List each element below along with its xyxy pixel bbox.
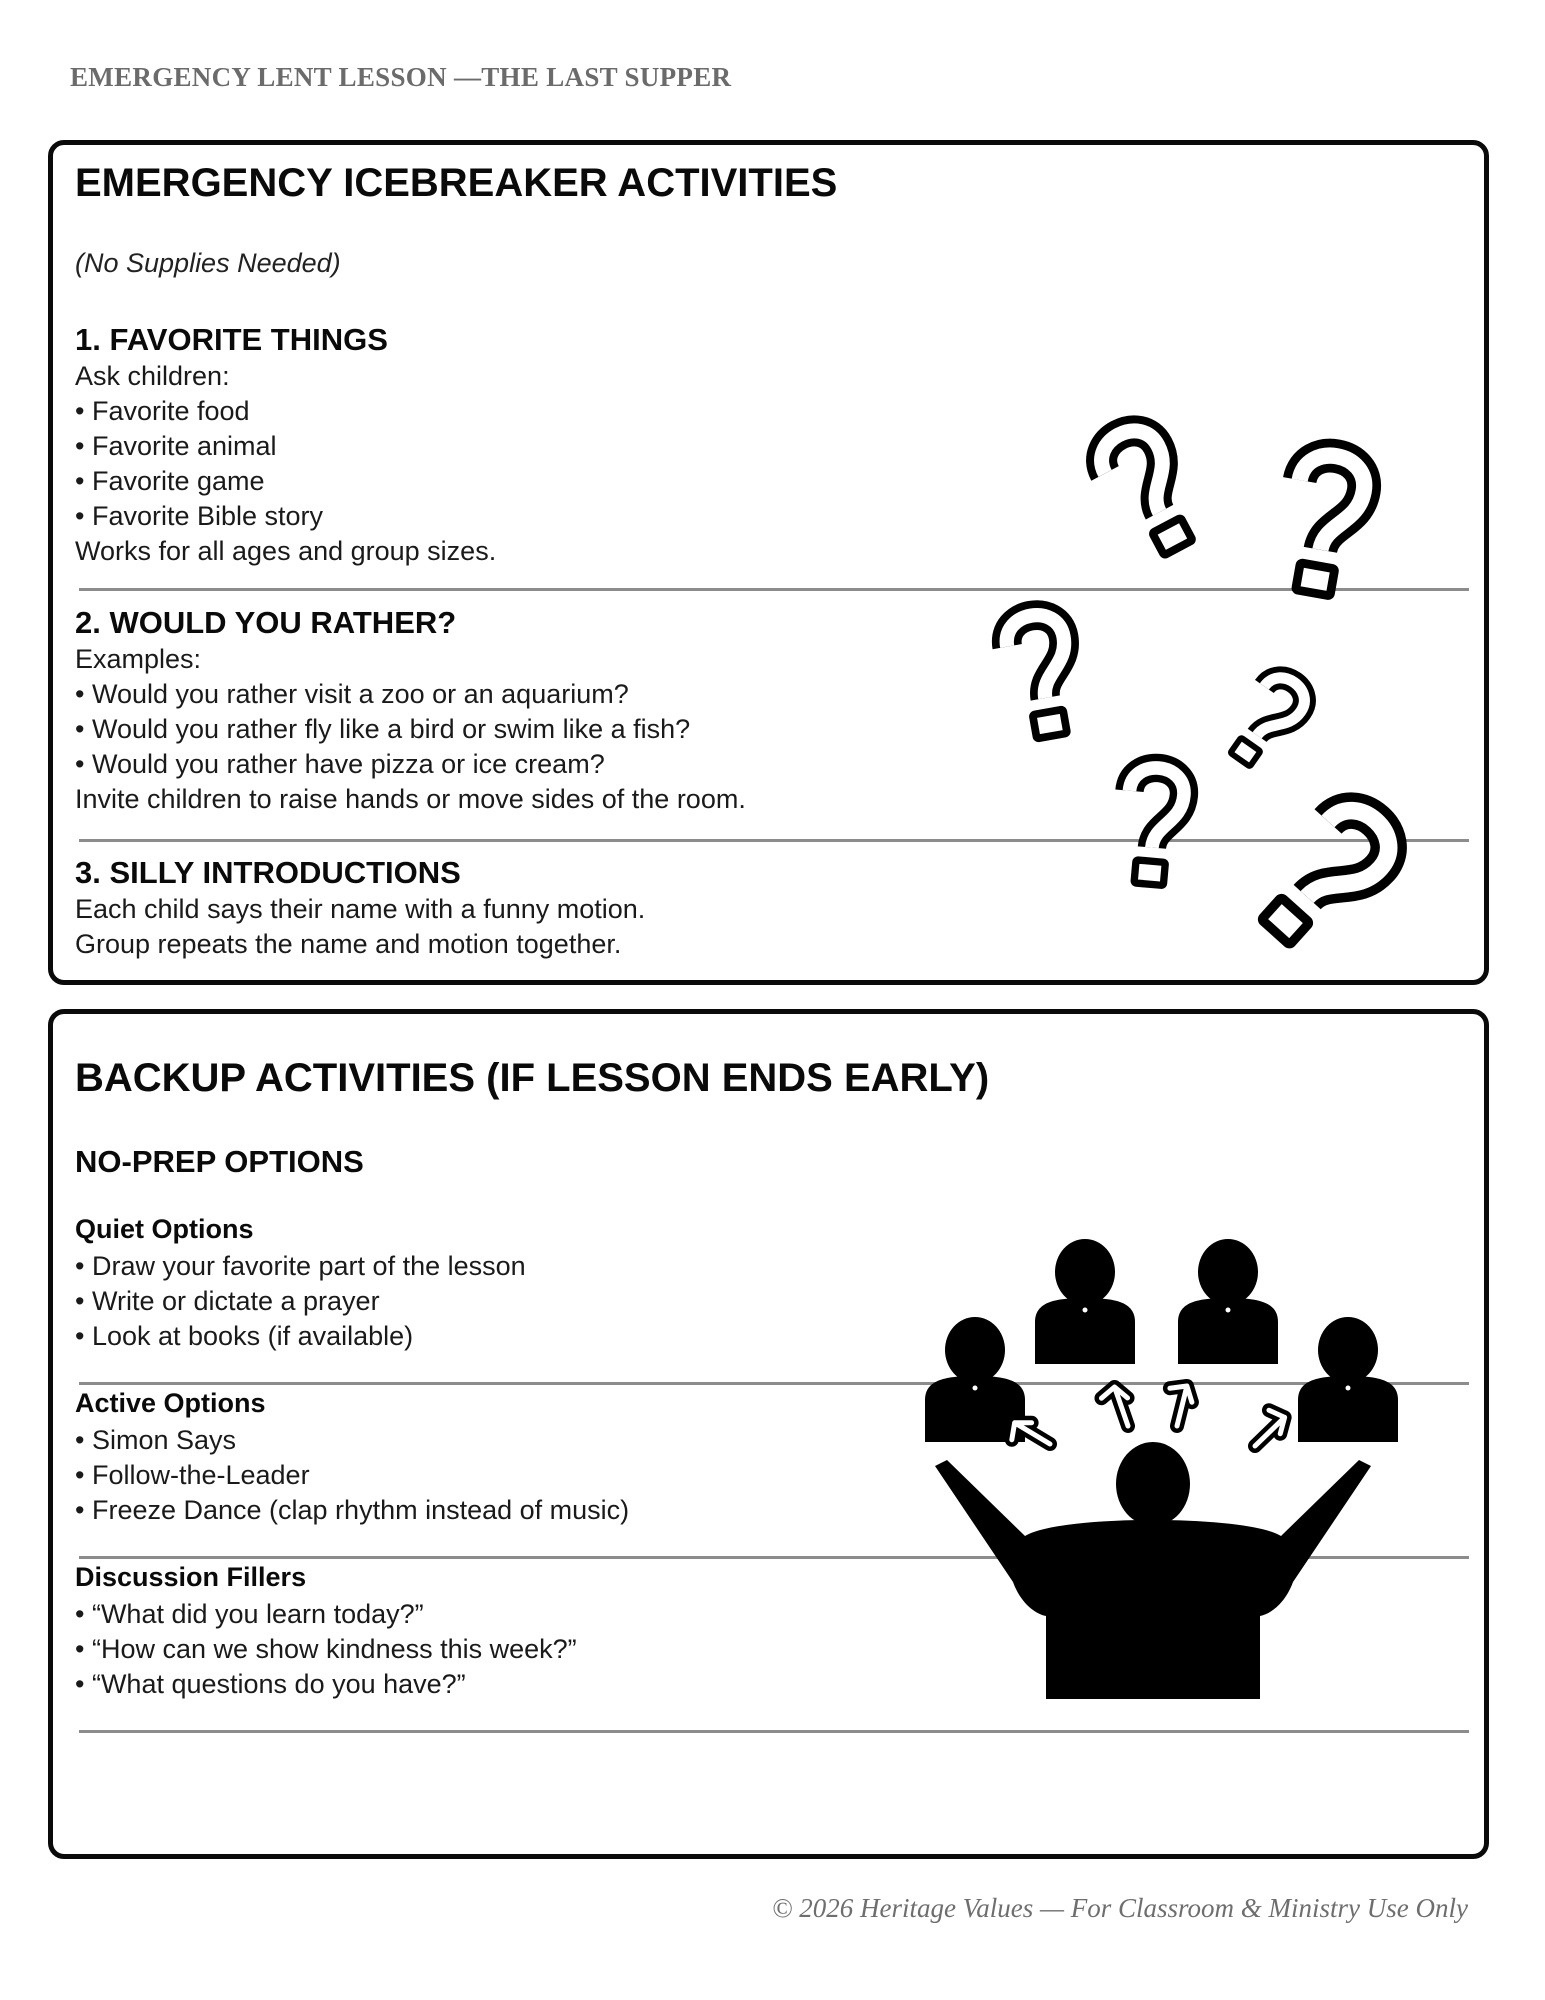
list-item: • Look at books (if available): [75, 1321, 414, 1351]
list-item: • Favorite animal: [75, 431, 277, 461]
list-item: • Draw your favorite part of the lesson: [75, 1251, 526, 1281]
page-header: EMERGENCY LENT LESSON —THE LAST SUPPER: [70, 62, 732, 92]
list-item: Works for all ages and group sizes.: [75, 536, 497, 566]
list-item: • Would you rather have pizza or ice cream?: [75, 749, 605, 779]
list-item: • Write or dictate a prayer: [75, 1286, 380, 1316]
section-title: 1. FAVORITE THINGS: [75, 322, 388, 357]
list-item: • Would you rather fly like a bird or swim like a fish?: [75, 714, 691, 744]
list-item: Invite children to raise hands or move sides of the room.: [75, 784, 746, 814]
list-item: • Favorite Bible story: [75, 501, 324, 531]
group-title: Quiet Options: [75, 1214, 254, 1244]
section-body: [75, 642, 746, 817]
card-title: EMERGENCY ICEBREAKER ACTIVITIES: [75, 161, 838, 205]
section-body: [75, 359, 496, 569]
list-item: • Follow-the-Leader: [75, 1460, 310, 1490]
card-subtitle: (No Supplies Needed): [75, 248, 341, 278]
list-item: • Simon Says: [75, 1425, 237, 1455]
list-item: Each child says their name with a funny motion.: [75, 894, 646, 924]
question-marks-icon: [913, 265, 1473, 985]
list-item: • “How can we show kindness this week?”: [75, 1634, 577, 1664]
list-item: Group repeats the name and motion together.: [75, 929, 622, 959]
section-body: [75, 892, 645, 962]
group-body: [75, 1597, 577, 1702]
icebreaker-card: [48, 140, 1489, 985]
divider: [79, 1730, 1469, 1733]
section-title: 3. SILLY INTRODUCTIONS: [75, 855, 461, 890]
backup-card: [48, 1009, 1489, 1859]
list-item: • Favorite food: [75, 396, 250, 426]
section-title: 2. WOULD YOU RATHER?: [75, 605, 457, 640]
list-item: • Freeze Dance (clap rhythm instead of music): [75, 1495, 630, 1525]
footer: © 2026 Heritage Values — For Classroom & Ministry Use Only: [772, 1893, 1468, 1923]
list-item: • Favorite game: [75, 466, 265, 496]
card-title: BACKUP ACTIVITIES (IF LESSON ENDS EARLY): [75, 1056, 990, 1100]
subheading: NO-PREP OPTIONS: [75, 1144, 364, 1179]
group-title: Active Options: [75, 1388, 266, 1418]
list-item: • “What did you learn today?”: [75, 1599, 424, 1629]
group-body: [75, 1249, 526, 1354]
list-item: • Would you rather visit a zoo or an aquarium?: [75, 679, 629, 709]
list-item: Ask children:: [75, 361, 230, 391]
group-body: [75, 1423, 629, 1528]
group-title: Discussion Fillers: [75, 1562, 307, 1592]
list-item: • “What questions do you have?”: [75, 1669, 466, 1699]
list-item: Examples:: [75, 644, 202, 674]
leader-group-icon: [915, 1184, 1475, 1704]
